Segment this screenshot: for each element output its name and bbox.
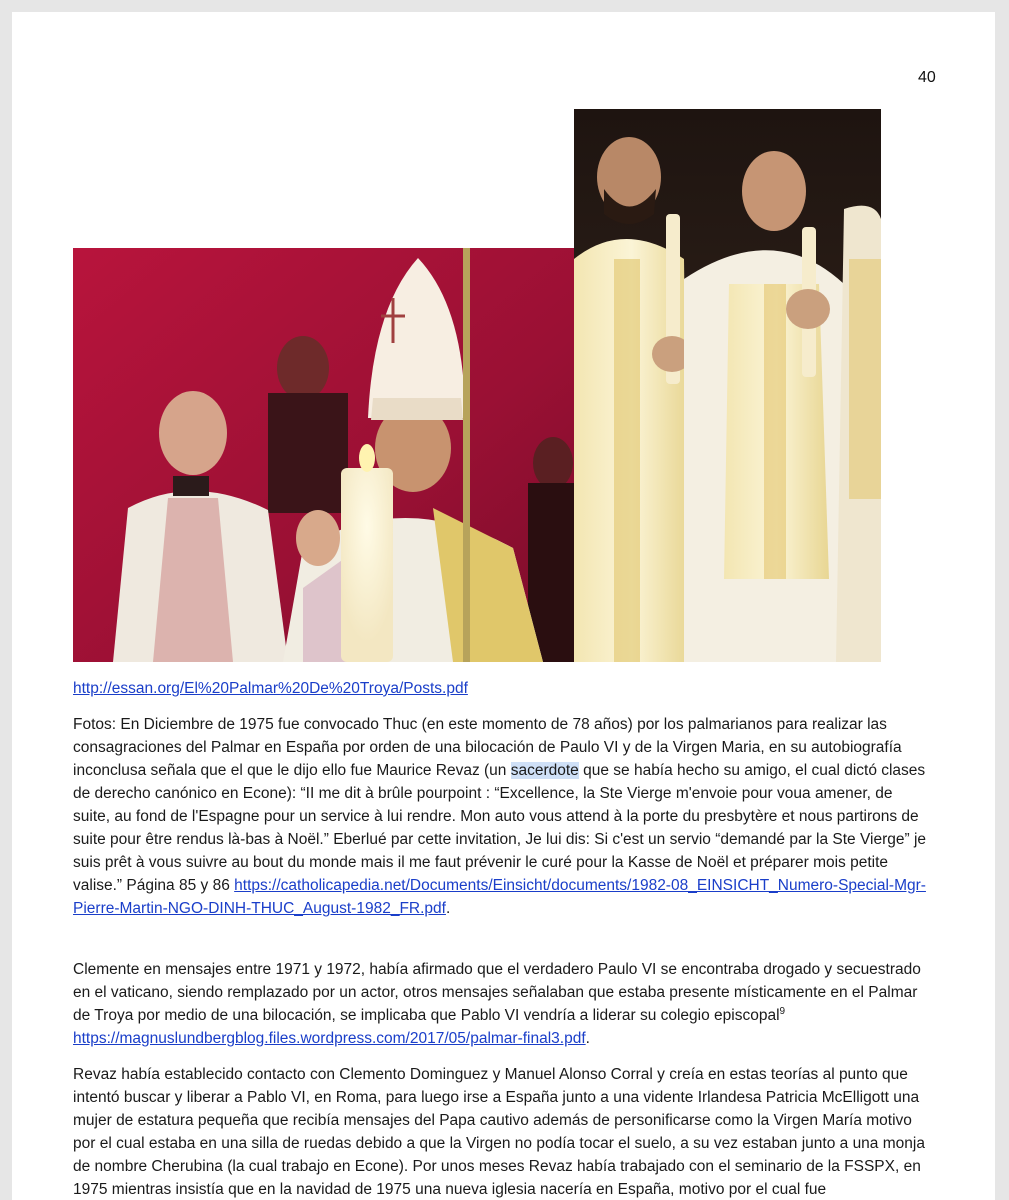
- page-number: 40: [918, 69, 936, 86]
- paragraph-fotos: [73, 713, 933, 920]
- footnote-marker[interactable]: 9: [779, 1005, 786, 1017]
- paragraph-tail: .: [445, 900, 451, 917]
- document-page: [12, 12, 995, 1200]
- paragraph-text: Revaz había establecido contacto con Clemento Dominguez y Manuel Alonso Corral y creía en estas teorías al punto que intentó buscar y liberar a Pablo VI, en Roma, para luego irse a España junto a una vidente Irlandesa Patricia McElligott una mujer de estatura pequeña que recibía mensajes del Papa cautivo además de personificarse como la Virgen María motivo por el cual estaba en una silla de ruedas debido a que la Virgen no podía tocar el suelo, a su vez estaban junto a una monja de nombre Cherubina (la cual trabajo en Econe). Por unos meses Revaz había trabajado con el seminario de la FSSPX, en 1975 mientras insistía que en la navidad de 1975 una nueva iglesia nacería en España, motivo por el cual fue: [73, 1066, 925, 1198]
- paragraph-text: Clemente en mensajes entre 1971 y 1972, había afirmado que el verdadero Paulo VI se encontraba drogado y secuestrado en el vaticano, siendo remplazado por un actor, otros mensajes señalaban que estaba presente místicamente en el Palmar de Troya por medio de una bilocación, se implicaba que Pablo VI vendría a liderar su colegio episcopal: [73, 961, 921, 1024]
- paragraph-clemente: [73, 958, 933, 1050]
- viewer-frame-top: [0, 0, 1009, 12]
- photo-bishop-candle: [73, 248, 575, 662]
- paragraph-text: Fotos: En Diciembre de 1975 fue convocado Thuc (en este momento de 78 años) por los palmarianos para realizar las consagraciones del Palmar en España por orden de una bilocación de Paulo VI y de la Virgen Maria, en su autobiografía inconclusa señala que el que le dijo ello fue Maurice Revaz (un: [73, 716, 902, 779]
- photo-icon: [73, 248, 575, 662]
- photo-priests-vestments: [574, 109, 881, 662]
- source-link-line: [73, 677, 933, 700]
- paragraph-revaz: [73, 1063, 933, 1200]
- catholicapedia-link[interactable]: https://catholicapedia.net/Documents/Einsicht/documents/1982-08_EINSICHT_Numero-Special-Mgr-Pierre-Martin-NGO-DINH-THUC_August-1982_FR.pdf: [73, 877, 926, 917]
- highlighted-word[interactable]: sacerdote: [510, 762, 579, 779]
- source-link[interactable]: http://essan.org/El%20Palmar%20De%20Troya/Posts.pdf: [73, 680, 468, 697]
- paragraph-tail: .: [585, 1030, 590, 1047]
- paragraph-text: que se había hecho su amigo, el cual dictó clases de derecho canónico en Econe): “II me dit à brûle pourpoint : “Excellence, la Ste Vierge m'envoie pour voua amener, de suite, au fond de l'Espagne pour un service à lui rendre. Mon auto vous attend à la porte du presbytère et nous partirons de suite pour être rendus là-bas à Noël.” Eberlué par cette invitation, Je lui dis: Si c'est un servio “demandé par la Ste Vierge” je suis prêt à vous suivre au bout du monde mais il me faut prévenir le curé pour la Kasse de Noël et préparer mois petite valise.” Página 85 y 86: [73, 762, 927, 894]
- viewer-frame-right: [995, 0, 1009, 1200]
- photo-icon: [574, 109, 881, 662]
- magnuslundberg-link[interactable]: https://magnuslundbergblog.files.wordpress.com/2017/05/palmar-final3.pdf: [73, 1030, 586, 1047]
- viewer-frame-left: [0, 0, 12, 1200]
